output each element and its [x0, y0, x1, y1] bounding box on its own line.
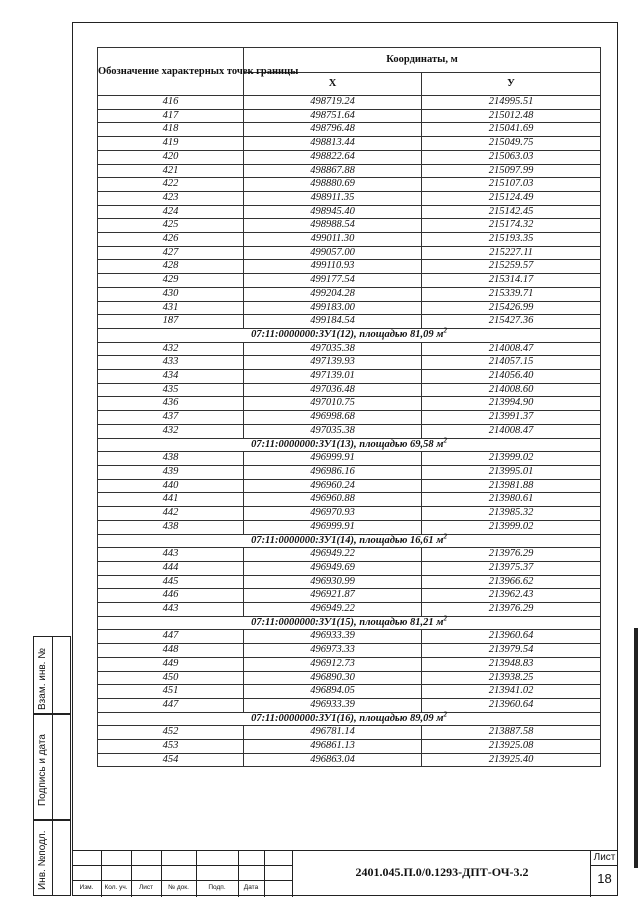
table-row — [98, 630, 601, 644]
coord-x: 496949.22 — [244, 548, 422, 562]
section-title: 07:11:0000000:ЗУ1(12), площадью 81,09 $м^2$ — [98, 328, 601, 342]
table-row — [98, 315, 601, 329]
point-number: 454 — [98, 753, 244, 767]
coord-y: 213999.02 — [422, 452, 601, 466]
section-title: 07:11:0000000:ЗУ1(15), площадью 81,21 $м^2$ — [98, 616, 601, 630]
point-number: 431 — [98, 301, 244, 315]
coord-x: 497010.75 — [244, 397, 422, 411]
label-replaces-inv: Взам. инв. № — [37, 648, 48, 710]
section-row — [98, 534, 601, 548]
coord-y: 213995.01 — [422, 465, 601, 479]
point-number: 444 — [98, 561, 244, 575]
point-number: 451 — [98, 685, 244, 699]
table-row — [98, 520, 601, 534]
coord-y: 213962.43 — [422, 589, 601, 603]
table-row — [98, 342, 601, 356]
table-row — [98, 726, 601, 740]
coord-x: 496986.16 — [244, 465, 422, 479]
coord-x: 498945.40 — [244, 205, 422, 219]
point-number: 428 — [98, 260, 244, 274]
point-number: 436 — [98, 397, 244, 411]
coord-y: 213941.02 — [422, 685, 601, 699]
coord-x: 498988.54 — [244, 219, 422, 233]
coord-x: 498867.88 — [244, 164, 422, 178]
table-row — [98, 465, 601, 479]
point-number: 424 — [98, 205, 244, 219]
coord-y: 213976.29 — [422, 548, 601, 562]
table-row — [98, 123, 601, 137]
coord-y: 215427.36 — [422, 315, 601, 329]
coord-x: 498719.24 — [244, 96, 422, 110]
point-number: 445 — [98, 575, 244, 589]
coord-x: 496949.22 — [244, 603, 422, 617]
coord-x: 496890.30 — [244, 671, 422, 685]
point-number: 432 — [98, 342, 244, 356]
table-row — [98, 178, 601, 192]
coord-x: 499057.00 — [244, 246, 422, 260]
point-number: 187 — [98, 315, 244, 329]
coord-y: 214995.51 — [422, 96, 601, 110]
coord-x: 499177.54 — [244, 274, 422, 288]
point-number: 439 — [98, 465, 244, 479]
section-title: 07:11:0000000:ЗУ1(14), площадью 16,61 $м^2$ — [98, 534, 601, 548]
label-izm: Изм. — [79, 884, 94, 891]
coord-x: 496999.91 — [244, 452, 422, 466]
table-row — [98, 644, 601, 658]
point-number: 423 — [98, 191, 244, 205]
coord-x: 497035.38 — [244, 424, 422, 438]
coord-y: 214008.47 — [422, 424, 601, 438]
point-number: 425 — [98, 219, 244, 233]
coord-y: 213981.88 — [422, 479, 601, 493]
point-number: 450 — [98, 671, 244, 685]
coord-x: 496949.69 — [244, 561, 422, 575]
point-number: 430 — [98, 287, 244, 301]
coord-y: 213925.40 — [422, 753, 601, 767]
section-row — [98, 438, 601, 452]
table-row — [98, 575, 601, 589]
coord-x: 496781.14 — [244, 726, 422, 740]
section-row — [98, 616, 601, 630]
coord-y: 213979.54 — [422, 644, 601, 658]
point-number: 442 — [98, 507, 244, 521]
table-row — [98, 191, 601, 205]
table-row — [98, 452, 601, 466]
document-code: 2401.045.П.0/0.1293-ДПТ-ОЧ-3.2 — [355, 865, 529, 879]
table-row — [98, 397, 601, 411]
point-number: 419 — [98, 137, 244, 151]
label-date: Дата — [243, 884, 259, 891]
table-row — [98, 287, 601, 301]
table-row — [98, 233, 601, 247]
coord-y: 215426.99 — [422, 301, 601, 315]
header-points: Обозначение характерных точек границы — [98, 48, 244, 96]
point-number: 434 — [98, 370, 244, 384]
table-row — [98, 356, 601, 370]
point-number: 447 — [98, 698, 244, 712]
point-number: 429 — [98, 274, 244, 288]
point-number: 440 — [98, 479, 244, 493]
label-signature: Подп. — [208, 884, 226, 891]
table-row — [98, 493, 601, 507]
table-row — [98, 260, 601, 274]
coord-y: 214008.60 — [422, 383, 601, 397]
coord-x: 498880.69 — [244, 178, 422, 192]
coord-y: 213985.32 — [422, 507, 601, 521]
table-row — [98, 698, 601, 712]
coordinates-table — [97, 47, 601, 767]
point-number: 443 — [98, 548, 244, 562]
table-row — [98, 589, 601, 603]
point-number: 453 — [98, 740, 244, 754]
section-title: 07:11:0000000:ЗУ1(13), площадью 69,58 $м^2$ — [98, 438, 601, 452]
table-row — [98, 424, 601, 438]
coord-y: 213999.02 — [422, 520, 601, 534]
coord-x: 499011.30 — [244, 233, 422, 247]
coord-y: 215227.11 — [422, 246, 601, 260]
table-row — [98, 685, 601, 699]
table-row — [98, 479, 601, 493]
table-row — [98, 657, 601, 671]
table-row — [98, 109, 601, 123]
coord-x: 496894.05 — [244, 685, 422, 699]
point-number: 435 — [98, 383, 244, 397]
coord-y: 215314.17 — [422, 274, 601, 288]
coord-y: 214057.15 — [422, 356, 601, 370]
coord-y: 215174.32 — [422, 219, 601, 233]
coord-y: 215097.99 — [422, 164, 601, 178]
table-body — [98, 96, 601, 767]
table-row — [98, 370, 601, 384]
table-row — [98, 411, 601, 425]
sheet-number: 18 — [597, 871, 612, 886]
point-number: 441 — [98, 493, 244, 507]
coord-y: 213938.25 — [422, 671, 601, 685]
coord-y: 213966.62 — [422, 575, 601, 589]
coord-x: 498813.44 — [244, 137, 422, 151]
header-y: У — [422, 73, 601, 96]
table-row — [98, 507, 601, 521]
coord-x: 496970.93 — [244, 507, 422, 521]
table-row — [98, 603, 601, 617]
point-number: 447 — [98, 630, 244, 644]
coord-y: 215142.45 — [422, 205, 601, 219]
coord-y: 213960.64 — [422, 630, 601, 644]
point-number: 438 — [98, 452, 244, 466]
coord-y: 215012.48 — [422, 109, 601, 123]
coord-y: 215339.71 — [422, 287, 601, 301]
coord-y: 215049.75 — [422, 137, 601, 151]
coord-y: 215107.03 — [422, 178, 601, 192]
coord-x: 496973.33 — [244, 644, 422, 658]
point-number: 421 — [98, 164, 244, 178]
coord-x: 496863.04 — [244, 753, 422, 767]
coord-x: 496912.73 — [244, 657, 422, 671]
coord-y: 213925.08 — [422, 740, 601, 754]
coord-x: 496921.87 — [244, 589, 422, 603]
point-number: 416 — [98, 96, 244, 110]
table-row — [98, 164, 601, 178]
coord-y: 214008.47 — [422, 342, 601, 356]
coord-y: 213948.83 — [422, 657, 601, 671]
section-row — [98, 712, 601, 726]
table-row — [98, 137, 601, 151]
label-kol-uch: Кол. уч. — [104, 884, 128, 891]
coord-x: 498751.64 — [244, 109, 422, 123]
coord-x: 498796.48 — [244, 123, 422, 137]
label-doc-number: № док. — [168, 884, 189, 891]
coord-y: 213980.61 — [422, 493, 601, 507]
table-row — [98, 671, 601, 685]
point-number: 417 — [98, 109, 244, 123]
table-row — [98, 383, 601, 397]
coord-x: 499183.00 — [244, 301, 422, 315]
coord-x: 499184.54 — [244, 315, 422, 329]
section-title: 07:11:0000000:ЗУ1(16), площадью 89,09 $м^2$ — [98, 712, 601, 726]
point-number: 422 — [98, 178, 244, 192]
point-number: 420 — [98, 150, 244, 164]
coord-x: 496930.99 — [244, 575, 422, 589]
coord-x: 496998.68 — [244, 411, 422, 425]
point-number: 427 — [98, 246, 244, 260]
point-number: 449 — [98, 657, 244, 671]
table-row — [98, 274, 601, 288]
point-number: 438 — [98, 520, 244, 534]
table-row — [98, 96, 601, 110]
coord-y: 214056.40 — [422, 370, 601, 384]
table-row — [98, 548, 601, 562]
coord-x: 498822.64 — [244, 150, 422, 164]
coord-y: 213994.90 — [422, 397, 601, 411]
table-row — [98, 740, 601, 754]
table-row — [98, 561, 601, 575]
header-coordinates: Координаты, м — [244, 48, 601, 73]
coord-y: 215063.03 — [422, 150, 601, 164]
table-row — [98, 301, 601, 315]
coord-x: 496960.24 — [244, 479, 422, 493]
table-row — [98, 219, 601, 233]
table-row — [98, 753, 601, 767]
point-number: 448 — [98, 644, 244, 658]
coord-x: 499110.93 — [244, 260, 422, 274]
coord-x: 496861.13 — [244, 740, 422, 754]
label-sign-date: Подпись и дата — [37, 734, 48, 806]
point-number: 432 — [98, 424, 244, 438]
sheet-label: Лист — [593, 852, 616, 863]
coord-y: 215124.49 — [422, 191, 601, 205]
coord-x: 498911.35 — [244, 191, 422, 205]
coord-x: 496999.91 — [244, 520, 422, 534]
header-x: Х — [244, 73, 422, 96]
point-number: 446 — [98, 589, 244, 603]
title-block — [72, 850, 618, 896]
coord-x: 496960.88 — [244, 493, 422, 507]
label-list: Лист — [138, 884, 154, 891]
coord-x: 497035.38 — [244, 342, 422, 356]
coord-y: 213976.29 — [422, 603, 601, 617]
coord-x: 499204.28 — [244, 287, 422, 301]
coord-x: 496933.39 — [244, 698, 422, 712]
point-number: 443 — [98, 603, 244, 617]
coord-y: 213975.37 — [422, 561, 601, 575]
coord-x: 497036.48 — [244, 383, 422, 397]
table-row — [98, 150, 601, 164]
coord-x: 496933.39 — [244, 630, 422, 644]
coord-x: 497139.01 — [244, 370, 422, 384]
label-inv-orig: Инв. №подл. — [37, 830, 48, 890]
coord-y: 213991.37 — [422, 411, 601, 425]
stamp-blank-column — [52, 636, 72, 896]
coord-y: 215193.35 — [422, 233, 601, 247]
table-row — [98, 205, 601, 219]
coord-y: 213887.58 — [422, 726, 601, 740]
point-number: 433 — [98, 356, 244, 370]
coord-y: 213960.64 — [422, 698, 601, 712]
point-number: 426 — [98, 233, 244, 247]
point-number: 452 — [98, 726, 244, 740]
point-number: 418 — [98, 123, 244, 137]
coord-y: 215041.69 — [422, 123, 601, 137]
section-row — [98, 328, 601, 342]
page-edge-mark — [634, 628, 638, 868]
coord-x: 497139.93 — [244, 356, 422, 370]
point-number: 437 — [98, 411, 244, 425]
coord-y: 215259.57 — [422, 260, 601, 274]
table-row — [98, 246, 601, 260]
